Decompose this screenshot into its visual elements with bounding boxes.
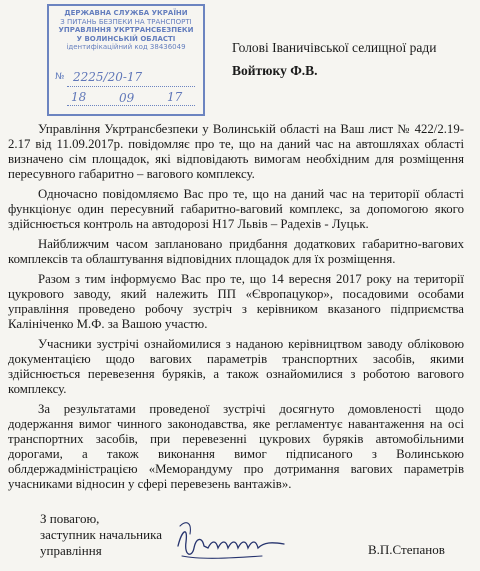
- stamp-line: У ВОЛИНСЬКІЙ ОБЛАСТІ: [76, 34, 176, 43]
- stamp-line: УПРАВЛІННЯ УКРТРАНСБЕЗПЕКИ: [58, 26, 194, 34]
- closing-position: заступник начальника: [40, 527, 162, 542]
- closing-regards: З повагою,: [40, 511, 100, 526]
- registration-stamp: [47, 4, 205, 116]
- signer-name: В.П.Степанов: [368, 542, 445, 557]
- handwritten-signature: [172, 512, 292, 568]
- closing-block: [40, 511, 162, 559]
- stamp-date-day: 18: [71, 90, 87, 104]
- stamp-line: З ПИТАНЬ БЕЗПЕКИ НА ТРАНСПОРТІ: [60, 17, 192, 26]
- stamp-number: 2225/20-17: [73, 70, 143, 84]
- paragraph: Управління Укртрансбезпеки у Волинській області на Ваш лист № 422/2.19-2.17 від 11.09.2017р. повідомляє про те, що на даний час на автошляхах області визначено сім площадок, які відповідають вимогам необхідним для розміщення пересувного габаритно – вагового комплексу.: [8, 122, 464, 181]
- stamp-line: ідентифікаційний код 38436049: [66, 43, 186, 51]
- paragraph: Одночасно повідомляємо Вас про те, що на даний час на території області функціонує один пересувний габаритно-ваговий комплекс, за допомогою якого здійснюється контроль на автодорозі Н17 Львів – Радехів - Луцьк.: [8, 187, 464, 231]
- addressee-name: Войтюку Ф.В.: [232, 63, 318, 78]
- stamp-date-month: 09: [119, 91, 135, 105]
- paragraph: Разом з тим інформуємо Вас про те, що 14 вересня 2017 року на території цукрового заводу, який належить ПП «Європацукор», посадовими особами управління проведено робочу зустріч з керівником вказаного підприємства Калініченко М.Ф. за Вашою участю.: [8, 272, 464, 331]
- stamp-date-line: [67, 105, 195, 106]
- closing-position-cont: управління: [40, 543, 102, 558]
- addressee-block: [232, 40, 436, 79]
- paragraph: Учасники зустрічі ознайомилися з наданою керівництвом заводу обліковою документацією щодо вагових параметрів транспортних засобів, якими здійснюється перевезення буряків, а також ознайомилися з роботою вагового комплексу.: [8, 337, 464, 396]
- paragraph: За результатами проведеної зустрічі досягнуто домовленості щодо додержання вимог чинного законодавства, яке регламентує навантаження на осі транспортних засобів, при перевезенні цукрових буряків автомобільними дорогами, а також виконання вимог підписаного з Волинською облдержадміністрацією «Меморандуму про дотримання вагових параметрів учасниками відносин у сфері перевезень вантажів».: [8, 402, 464, 491]
- paragraph: Найближчим часом заплановано придбання додаткових габаритно-вагових комплексів та облаштування відповідних площадок для їх розміщення.: [8, 237, 464, 266]
- stamp-number-prefix: №: [55, 72, 65, 82]
- letter-body: [8, 122, 464, 497]
- addressee-position: Голові Іваничівської селищної ради: [232, 40, 437, 55]
- stamp-line: ДЕРЖАВНА СЛУЖБА УКРАЇНИ: [64, 9, 188, 17]
- stamp-number-line: [67, 86, 195, 87]
- stamp-date-year: 17: [167, 90, 183, 104]
